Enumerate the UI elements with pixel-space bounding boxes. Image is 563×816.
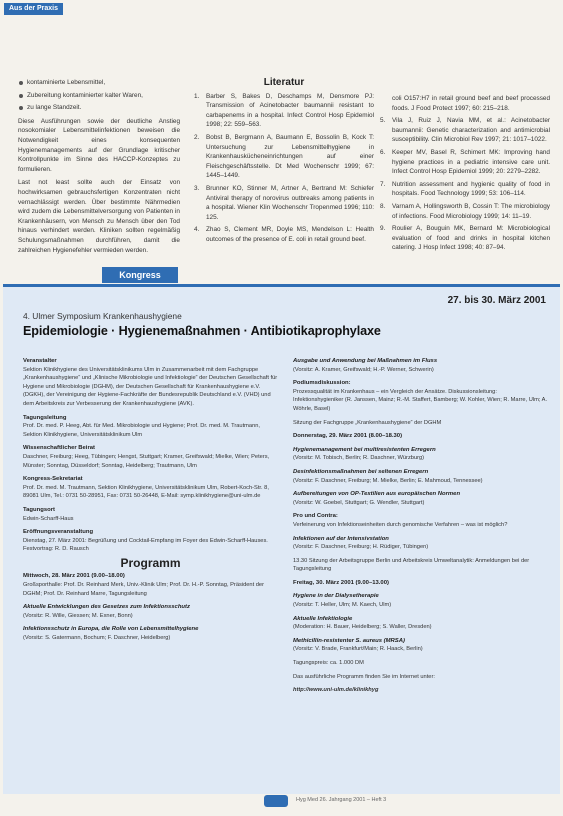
reference-text: Barber S, Bakes D, Deschamps M, Densmore PJ: Transmission of Acinetobacter baumannii resistant to carbapenems in a hospital. Infect Control Hosp Epidemiol 1998; 22: 559–563. (206, 92, 374, 129)
program-block-body: 13.30 Sitzung der Arbeitsgruppe Berlin und Arbeitskreis Umweltanalytik: Anmeldungen bei der Tagungsleitung (293, 557, 530, 573)
program-block (293, 490, 548, 507)
info-block (23, 444, 278, 470)
info-block (23, 475, 278, 501)
info-block-title: Tagungsort (23, 506, 55, 513)
kongress-tag: Kongress (102, 267, 178, 283)
reference-item (194, 225, 374, 244)
program-block-body: Tagungspreis: ca. 1.000 DM (293, 660, 364, 667)
program-block (293, 592, 548, 609)
kongress-subtitle: 4. Ulmer Symposium Krankenhaushygiene (23, 311, 182, 321)
reference-number: 2. (194, 133, 200, 141)
program-block-title: Aufbereitungen von OP-Textilien aus europäischen Normen (293, 491, 461, 498)
footer: Hyg Med 26. Jahrgang 2001 – Heft 3 (296, 797, 387, 803)
programm-day: Mittwoch, 28. März 2001 (9.00–18.00) (23, 573, 125, 580)
literature-column-right (380, 94, 550, 256)
info-block-body: Dienstag, 27. März 2001: Begrüßung und Cocktail-Empfang im Foyer des Edwin-Scharff-Hauses. Festvortrag: R. D. Rausch (23, 537, 268, 553)
programm-title: Programm (120, 555, 181, 570)
kongress-right-column (293, 357, 548, 700)
reference-text: coli O157:H7 in retail ground beef and beef processed foods. J Food Protect 1997; 60: 215–218. (392, 95, 550, 112)
info-block (23, 528, 278, 554)
program-block (293, 419, 548, 428)
program-item (23, 625, 278, 642)
program-block (293, 468, 548, 485)
program-blocks (293, 357, 548, 695)
program-block-body: (Vorsitz: F. Daschner, Freiburg; M. Mielke, Berlin; E. Mahmoud, Tennessee) (293, 477, 483, 484)
kongress-headline: Epidemiologie · Hygienemaßnahmen · Antibiotikaprophylaxe (23, 324, 381, 338)
program-block (293, 615, 548, 632)
program-block-body: (Vorsitz: F. Daschner, Freiburg; H. Rüdiger, Tübingen) (293, 544, 429, 551)
program-item (23, 603, 278, 620)
reference-number: 3. (194, 184, 200, 192)
program-block-body: (Vorsitz: V. Brade, Frankfurt/Main; R. Haack, Berlin) (293, 646, 423, 653)
program-block-body: (Vorsitz: T. Heller, Ulm; M. Kaech, Ulm) (293, 602, 392, 609)
program-block-body: Das ausführliche Programm finden Sie im Internet unter: (293, 673, 435, 680)
program-block-title: Infektionen auf der Intensivstation (293, 535, 389, 542)
program-block-title: Ausgabe und Anwendung bei Maßnahmen im Fluss (293, 358, 438, 364)
program-block (293, 512, 548, 529)
program-url: http://www.uni-ulm.de/klinikhyg (293, 687, 379, 694)
program-block (293, 432, 548, 441)
reference-number: 6. (380, 148, 386, 156)
program-block (293, 686, 548, 695)
program-block (293, 557, 548, 574)
reference-text: Keeper MV, Basel R, Schimert MK: Improving hand hygiene practices in a pediatric intensive care unit. Infect Control Hosp Epidemiol 1999; 20: 2279–2282. (392, 148, 550, 176)
program-item-title: Aktuelle Entwicklungen des Gesetzes zum Infektionsschutz (23, 604, 190, 611)
reference-number: 8. (380, 202, 386, 210)
reference-item (194, 184, 374, 222)
programm-items (23, 603, 278, 642)
info-block-body: Sektion Klinikhygiene des Universitätsklinikums Ulm in Zusammenarbeit mit dem Fachgruppe „Krankenhaushygiene“ und „Klinische Mikrobiologie und Infektiologie“ der Deutschen Gesellschaft für Hygiene und Mikrobiologie (DGHM), der Deutschen Gesellschaft für Krankenhaushygiene e.V. (DGKH), der Vereinigung der Hygiene-Fachkräfte der Bundesrepublik Deutschland e.V. (VHD) und dem Arbeitskreis zur Verbesserung der Krankenhaushygiene (AVK). (23, 366, 278, 407)
program-item-title: Infektionsschutz in Europa, die Rolle von Lebensmittelhygiene (23, 626, 199, 633)
program-block (293, 659, 548, 668)
reference-number: 4. (194, 226, 200, 234)
reference-text: Zhao S, Clement MR, Doyle MS, Mendelson L: Health outcomes of the presence of E. coli in retail ground beef. (206, 226, 374, 243)
reference-item (194, 92, 374, 130)
program-block-title: Aktuelle Infektiologie (293, 615, 353, 622)
program-block (293, 673, 548, 682)
reference-text: Vila J, Ruiz J, Navia MM, et al.: Acinetobacter baumannii: Genetic characterization and antimicrobial susceptibility. Clin Microbiol Rev 1997; 21: 1017–1022. (392, 117, 550, 144)
reference-text: Nutrition assessment and hygienic quality of food in hospitals. Food Technology 1999; 53: 106–114. (392, 180, 550, 198)
paragraph: Diese Ausführungen sowie der deutliche Anstieg nosokomialer Lebensmittelinfektionen beweisen die Notwendigkeit eines konsequenten Hygienemanagements auf der Grundlage kritischer Kontrollpunkte im Sinne des HACCP-Konzeptes zu formulieren. (18, 117, 180, 173)
list-item: kontaminierte Lebensmittel, (18, 78, 180, 88)
info-blocks (23, 357, 278, 554)
reference-text: Bobst B, Bergmann A, Baumann E, Bossolin B, Kock T: Untersuchung zur Lebensmittelhygiene in Krankenhauskücheneinrichtungen auf einer Fleischgeschäftsstelle. Dt Med Wochenschr 1999; 67: 1445–1449. (206, 133, 374, 180)
kongress-box (3, 284, 560, 794)
info-block (23, 506, 278, 523)
program-block (293, 446, 548, 463)
program-block-body: (Vorsitz: A. Kramer, Greifswald; H.-P. Werner, Schwerin) (293, 366, 434, 373)
reference-item (380, 148, 550, 177)
info-block-title: Eröffnungsveranstaltung (23, 529, 94, 536)
program-item-body: (Vorsitz: R. Wille, Giessen; M. Exner, Bonn) (23, 612, 133, 619)
program-block-body: Sitzung der Fachgruppe „Krankenhaushygiene“ der DGHM (293, 419, 442, 426)
info-block-title: Tagungsleitung (23, 414, 67, 421)
reference-item (380, 116, 550, 145)
reference-item (380, 94, 550, 113)
programm-intro: Großsporthalle: Prof. Dr. Reinhard Merk, Univ.-Klinik Ulm; Prof. Dr. H.-P. Sonntag, Präsident der DGHM; Prof. Dr. Reinhard Marre, Tagungsleitung (23, 582, 264, 597)
info-block-title: Veranstalter (23, 358, 57, 364)
reference-text: Varnam A, Hollingsworth B, Cossin T: The microbiology of infections. Food Microbiology 1999; 14: 11–19. (392, 202, 550, 220)
program-block-title: Desinfektionsmaßnahmen bei seltenen Erregern (293, 468, 429, 475)
program-block-title: Methicillin-resistenter S. aureus (MRSA) (293, 637, 405, 644)
reference-list (194, 92, 374, 245)
reference-list (380, 94, 550, 253)
program-block (293, 379, 548, 413)
info-block-body: Prof. Dr. med. P. Heeg, Abt. für Med. Mikrobiologie und Hygiene; Prof. Dr. med. M. Trautmann, Sektion Klinikhygiene, Universitätsklinikum Ulm (23, 423, 260, 438)
reference-number: 7. (380, 180, 386, 188)
info-block (23, 357, 278, 409)
reference-item (194, 133, 374, 181)
reference-number (380, 94, 392, 113)
list-item: zu lange Standzeit. (18, 103, 180, 113)
reference-item (380, 202, 550, 221)
program-block (293, 535, 548, 552)
info-block (23, 414, 278, 440)
info-block-title: Wissenschaftlicher Beirat (23, 445, 95, 452)
reference-number: 5. (380, 117, 386, 125)
program-block-body: (Moderation: H. Bauer, Heidelberg; S. Waller, Dresden) (293, 624, 432, 631)
info-block-body: Edwin-Scharff-Haus (23, 515, 74, 522)
reference-item (380, 224, 550, 253)
info-block-body: Prof. Dr. med. M. Trautmann, Sektion Klinikhygiene, Universitätsklinikum Ulm, Robert-Koch-Str. 8, 89081 Ulm, Tel.: 0731 50-28951, Fax: 0731 50-26448, E-Mail: symp.klinikhygiene@uni-ulm.de (23, 484, 269, 500)
program-block-title: Donnerstag, 29. März 2001 (8.00–18.30) (293, 433, 403, 440)
reference-text: Brunner KO, Stinner M, Artner A, Bertrand M: Schiefer Antiviral therapy of norovirus outbreaks among patients in a hospital. Wiener Klin Wochenschr Tropenmed 1996; 110: 125. (206, 184, 374, 221)
reference-number: 1. (194, 92, 200, 100)
program-block (293, 357, 548, 374)
program-block-title: Hygiene in der Dialysetherapie (293, 593, 379, 600)
info-block-body: Daschner, Freiburg; Heeg, Tübingen; Hengst, Stuttgart; Kramer, Greifswald; Mielke, Wien; Peters, Münster; Sonntag, Düsseldorf; Sonntag, Heidelberg; Trautmann, Ulm (23, 453, 270, 469)
literature-title: Literatur (263, 77, 305, 88)
kongress-left-column (23, 357, 278, 648)
program-block (293, 637, 548, 654)
list-item: Zubereitung kontaminierter kalter Waren, (18, 91, 180, 101)
section-tag: Aus der Praxis (4, 3, 63, 15)
article-section (18, 78, 548, 258)
reference-number: 9. (380, 225, 386, 233)
info-block-title: Kongress-Sekretariat (23, 476, 83, 483)
reference-text: Roulier A, Bouguin MK, Bernard M: Microbiological evaluation of food and drinks in hospital kitchen catering. J Hosp Infect 1998; 40: 87–94. (392, 225, 550, 252)
program-block-title: Freitag, 30. März 2001 (9.00–13.00) (293, 579, 389, 586)
program-item-body: (Vorsitz: S. Gatermann, Bochum; F. Daschner, Heidelberg) (23, 635, 171, 642)
program-block-title: Hygienemanagement bei multiresistenten Erregern (293, 446, 436, 453)
program-block (293, 579, 548, 588)
program-block-body: (Vorsitz: W. Goebel, Stuttgart; G. Wendler, Stuttgart) (293, 499, 425, 506)
program-block-title: Pro und Contra: (293, 513, 338, 520)
reference-item (380, 180, 550, 199)
page-number-badge (264, 795, 288, 807)
paragraph: Last not least sollte auch der Einsatz von hochwirksamen gebrauchsfertigen Konzentraten nicht vernachlässigt werden. Über bestimmte Nährmedien wird zudem die Lebensmittelversorgung von Patienten in Krankenhäusern, von Mensch zu Mensch über den Tod hinaus verhindert werden. Kliniken sollten regelmäßig Schulungsmaßnahmen durchführen, damit die zahlreichen Hygienefehler vermieden werden. (18, 179, 180, 254)
article-left-column (18, 78, 180, 255)
program-block-body: Verfeinerung von Infektionseinheiten durch genomische Verfahren – was ist möglich? (293, 521, 508, 528)
program-block-body: (Vorsitz: M. Tobisch, Berlin; R. Daschner, Würzburg) (293, 455, 425, 462)
program-block-title: Podiumsdiskussion: (293, 380, 351, 387)
literature-column-left (194, 78, 374, 248)
kongress-date: 27. bis 30. März 2001 (447, 295, 546, 306)
program-block-body: Prozessqualität im Krankenhaus – ein Vergleich der Ansätze. Diskussionsleitung: Infektionshygieniker (R. Janssen, Mainz; R.-M. Staffert, Bamberg; W. Kohler, Wien; R. Marre, Ulm; A. Wöhrle, Basel) (293, 388, 548, 412)
